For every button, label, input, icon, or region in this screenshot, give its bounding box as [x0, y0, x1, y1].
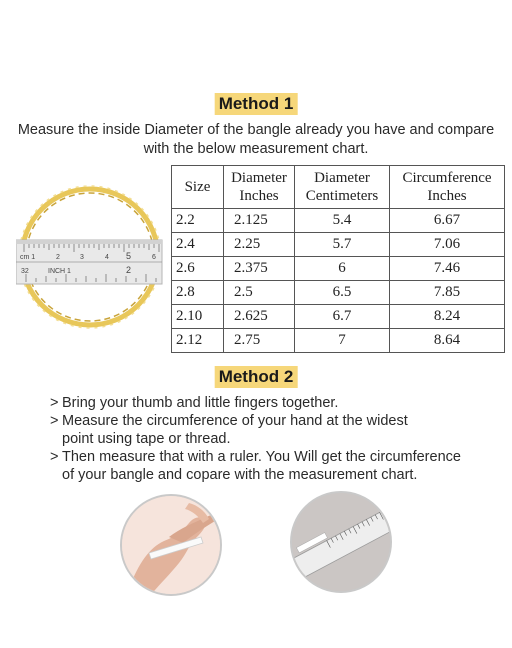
cell-diameter-cm: 5.7 [295, 233, 390, 257]
cell-circumference: 7.46 [390, 257, 505, 281]
header-diameter-centimeters: Diameter Centimeters [295, 166, 390, 209]
step-text: point using tape or thread. [62, 431, 231, 447]
cell-diameter-inches: 2.75 [224, 329, 295, 353]
method-1-title: Method 1 [215, 93, 298, 115]
table-row [172, 233, 505, 257]
cell-circumference: 7.85 [390, 281, 505, 305]
bangle-with-ruler-image [16, 182, 164, 332]
header-size: Size [172, 166, 224, 209]
step-item [50, 412, 461, 448]
cell-diameter-inches: 2.375 [224, 257, 295, 281]
cell-size: 2.6 [172, 257, 224, 281]
intro-line-1: Measure the inside Diameter of the bangle already you have and compare [17, 122, 495, 138]
cell-diameter-cm: 5.4 [295, 209, 390, 233]
cell-diameter-cm: 7 [295, 329, 390, 353]
step-item [50, 448, 461, 484]
ruler-label: 4 [105, 254, 109, 261]
cell-size: 2.10 [172, 305, 224, 329]
step-arrow: > [50, 449, 59, 465]
table-row [172, 257, 505, 281]
step-arrow: > [50, 395, 59, 411]
cell-size: 2.2 [172, 209, 224, 233]
cell-diameter-inches: 2.125 [224, 209, 295, 233]
cell-diameter-inches: 2.25 [224, 233, 295, 257]
ruler-label: cm 1 [20, 254, 36, 261]
cell-circumference: 6.67 [390, 209, 505, 233]
method-2-title: Method 2 [215, 366, 298, 388]
ruler-label: 32 [21, 268, 29, 275]
intro-line-2: with the below measurement chart. [143, 141, 369, 157]
cell-diameter-inches: 2.625 [224, 305, 295, 329]
cell-diameter-cm: 6 [295, 257, 390, 281]
ruler-label: 6 [152, 254, 156, 261]
cell-size: 2.12 [172, 329, 224, 353]
step-item [50, 394, 461, 412]
table-row [172, 305, 505, 329]
table-row [172, 209, 505, 233]
cell-size: 2.4 [172, 233, 224, 257]
ruler-label: INCH 1 [48, 268, 71, 275]
header-diameter-inches: Diameter Inches [224, 166, 295, 209]
table-row [172, 329, 505, 353]
cell-diameter-cm: 6.5 [295, 281, 390, 305]
table-header-row [172, 166, 505, 209]
ruler-image [289, 490, 393, 594]
step-text: of your bangle and copare with the measurement chart. [62, 467, 418, 483]
method-2-steps [50, 394, 461, 484]
cell-circumference: 7.06 [390, 233, 505, 257]
ruler-label: 5 [126, 251, 132, 261]
ruler-label: 2 [56, 254, 60, 261]
ruler-label: 3 [80, 254, 84, 261]
table-row [172, 281, 505, 305]
cell-diameter-cm: 6.7 [295, 305, 390, 329]
header-circumference-inches: Circumference Inches [390, 166, 505, 209]
step-text: Then measure that with a ruler. You Will get the circumference [62, 449, 461, 465]
cell-size: 2.8 [172, 281, 224, 305]
step-text: Measure the circumference of your hand at the widest [62, 413, 408, 429]
step-text: Bring your thumb and little fingers together. [62, 395, 339, 411]
hand-measurement-image [119, 493, 223, 597]
ruler-label: 2 [126, 265, 132, 275]
cell-circumference: 8.64 [390, 329, 505, 353]
cell-diameter-inches: 2.5 [224, 281, 295, 305]
measurement-chart-table [171, 165, 505, 353]
step-arrow: > [50, 413, 59, 429]
cell-circumference: 8.24 [390, 305, 505, 329]
intro-text [8, 121, 504, 159]
